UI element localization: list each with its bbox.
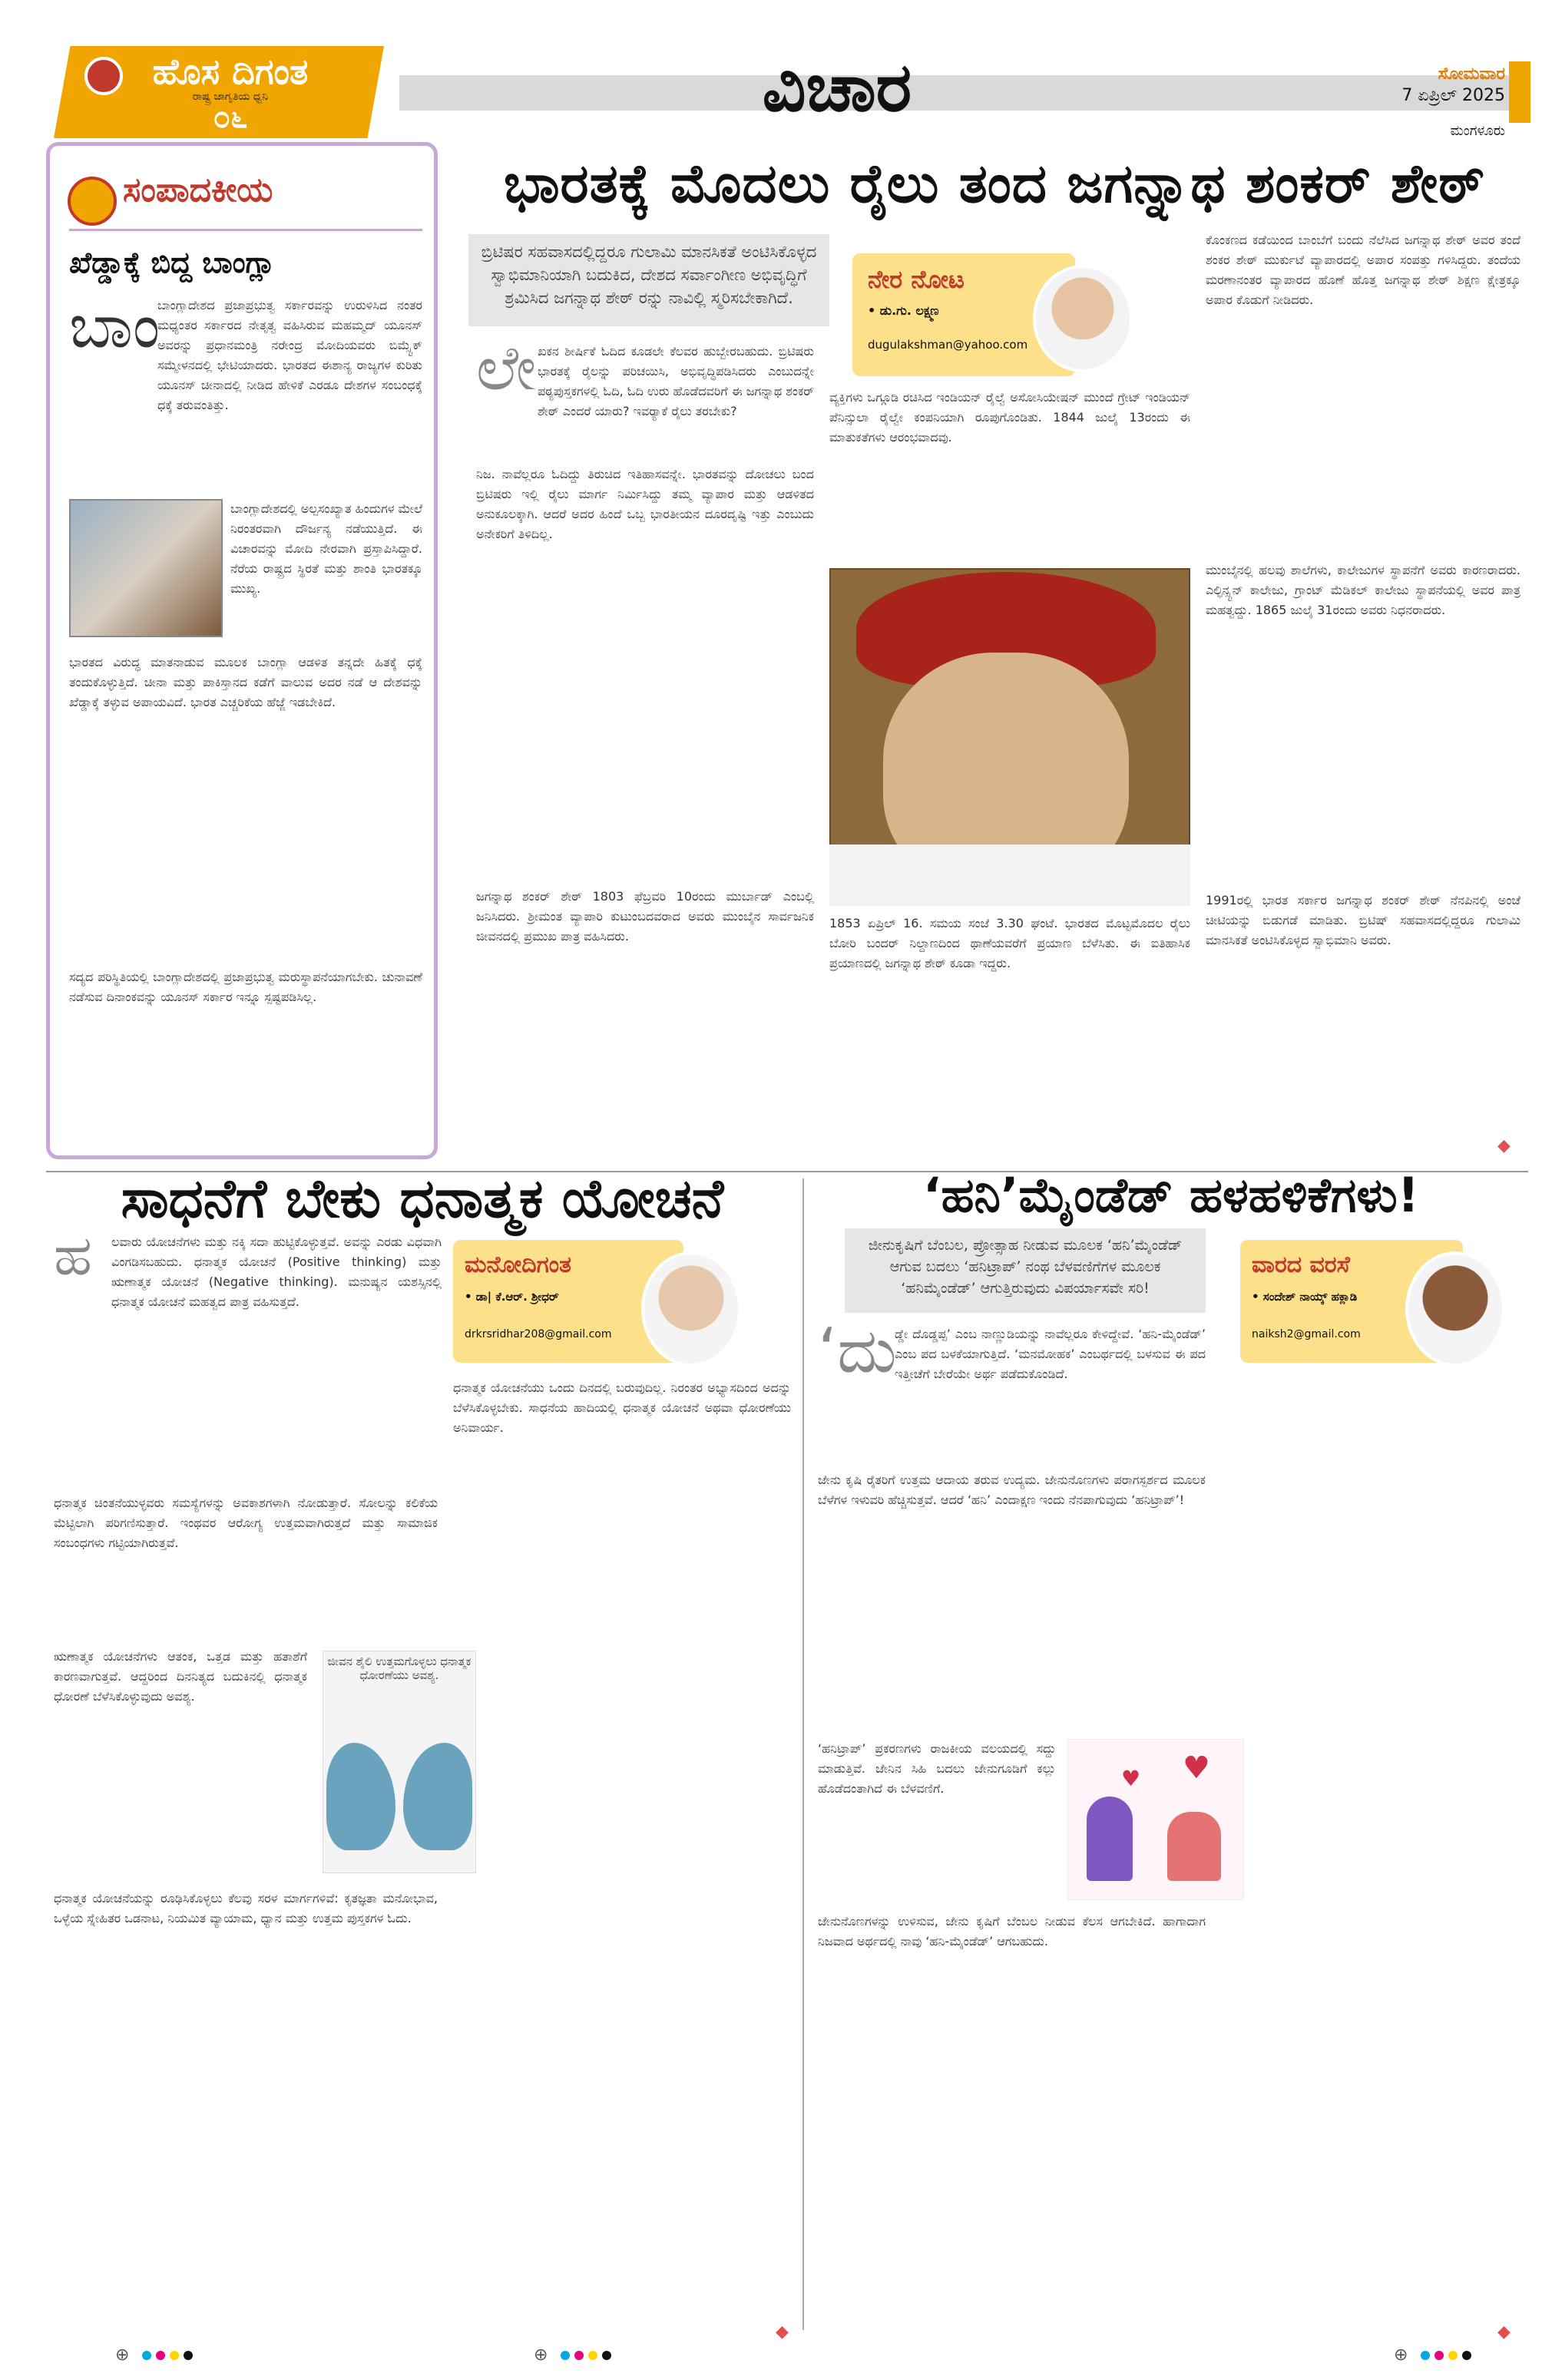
article-top-col1-para1: ಖಕನ ಶೀರ್ಷಿಕೆ ಓದಿದ ಕೂಡಲೇ ಕೆಲವರ ಹುಬ್ಬೇರಬಹುದು. ಬ್ರಿಟಿಷರು ಭಾರತಕ್ಕೆ ರೈಲನ್ನು ಪರಿಚಯಿಸಿ, ಅಭಿವೃದ್ಧಿಪಡಿಸಿದರು ಎಂಬುದನ್ನೇ ಪಠ್ಯಪುಸ್ತಕಗಳಲ್ಲಿ ಓದಿ, ಓದಿ ಉರು ಹೊಡೆದವರಿಗೆ ಈ ಜಗನ್ನಾಥ ಶಂಕರ್ ಶೇಠ್ ಎಂದರೆ ಯಾರು? ಇವರ್‍ಯಾಕೆ ರೈಲು ತರಬೇಕು?: [538, 344, 814, 418]
column-email: naiksh2@gmail.com: [1252, 1328, 1361, 1340]
portrait-garment: [829, 845, 1190, 906]
vertical-divider: [802, 1178, 804, 2330]
column-author: • ಡು.ಗು. ಲಕ್ಷ್ಮಣ: [868, 303, 939, 318]
article-top-deck: ಬ್ರಿಟಿಷರ ಸಹವಾಸದಲ್ಲಿದ್ದರೂ ಗುಲಾಮಿ ಮಾನಸಿಕತೆ ಅಂಟಿಸಿಕೊಳ್ಳದ ಸ್ವಾಭಿಮಾನಿಯಾಗಿ ಬದುಕಿದ, ದೇಶದ ಸರ್ವಾಂಗೀಣ ಅಭಿವೃದ್ಧಿಗೆ ಶ್ರಮಿಸಿದ ಜಗನ್ನಾಥ ಶೇಠ್ ರನ್ನು ನಾವಿಲ್ಲಿ ಸ್ಮರಿಸಬೇಕಾಗಿದೆ.: [468, 234, 829, 326]
article-top-col2-para2: 1853 ಏಪ್ರಿಲ್ 16. ಸಮಯ ಸಂಜೆ 3.30 ಘಂಟೆ. ಭಾರತದ ಮೊಟ್ಟಮೊದಲ ರೈಲು ಬೋರಿ ಬಂದರ್ ನಿಲ್ದಾಣದಿಂದ ಥಾಣೆಯವರೆಗೆ ಪ್ರಯಾಣ ಬೆಳೆಸಿತು. ಈ ಐತಿಹಾಸಿಕ ಪ್ರಯಾಣದಲ್ಲಿ ಜಗನ್ನಾಥ ಶೇಠ್ ಕೂಡಾ ಇದ್ದರು.: [829, 916, 1190, 970]
color-bar: [142, 2351, 204, 2362]
column-email: dugulakshman@yahoo.com: [868, 338, 1028, 352]
registration-mark-icon: ⊕: [1394, 2345, 1408, 2365]
editorial-paragraph-2: ಬಾಂಗ್ಲಾದೇಶದಲ್ಲಿ ಅಲ್ಪಸಂಖ್ಯಾತ ಹಿಂದುಗಳ ಮೇಲೆ ನಿರಂತರವಾಗಿ ದೌರ್ಜನ್ಯ ನಡೆಯುತ್ತಿದೆ. ಈ ವಿಚಾರವನ್ನು ಮೋದಿ ನೇರವಾಗಿ ಪ್ರಸ್ತಾಪಿಸಿದ್ದಾರೆ. ನೆರೆಯ ರಾಷ್ಟ್ರದ ಸ್ಥಿರತೆ ಮತ್ತು ಶಾಂತಿ ಭಾರತಕ್ಕೂ ಮುಖ್ಯ.: [230, 501, 422, 596]
cyan-dot: [1421, 2351, 1430, 2360]
editorial-paragraph-1: ಬಾಂಗ್ಲಾದೇಶದ ಪ್ರಜಾಪ್ರಭುತ್ವ ಸರ್ಕಾರವನ್ನು ಉರುಳಿಸಿದ ನಂತರ ಮಧ್ಯಂತರ ಸರ್ಕಾರದ ನೇತೃತ್ವ ವಹಿಸಿರುವ ಮಹಮ್ಮದ್ ಯೂನಸ್ ಅವರನ್ನು ಪ್ರಧಾನಮಂತ್ರಿ ನರೇಂದ್ರ ಮೋದಿಯವರು ಬಿಮ್ಸ್ಟೆಕ್ ಸಮ್ಮೇಳನದಲ್ಲಿ ಭೇಟಿಯಾದರು. ಭಾರತದ ಈಶಾನ್ಯ ರಾಜ್ಯಗಳ ಕುರಿತು ಯೂನಸ್ ಚೀನಾದಲ್ಲಿ ನೀಡಿದ ಹೇಳಿಕೆ ಎರಡೂ ದೇಶಗಳ ಸಂಬಂಧಕ್ಕೆ ಧಕ್ಕೆ ತರುವಂತಿತ್ತು.: [157, 298, 422, 412]
color-bar: [1421, 2351, 1482, 2362]
editorial-paragraph-3: ಭಾರತದ ವಿರುದ್ಧ ಮಾತನಾಡುವ ಮೂಲಕ ಬಾಂಗ್ಲಾ ಆಡಳಿತ ತನ್ನದೇ ಹಿತಕ್ಕೆ ಧಕ್ಕೆ ತಂದುಕೊಳ್ಳುತ್ತಿದೆ. ಚೀನಾ ಮತ್ತು ಪಾಕಿಸ್ತಾನದ ಕಡೆಗೆ ವಾಲುವ ಅದರ ನಡೆ ಆ ದೇಶವನ್ನು ಖೆಡ್ಡಾಕ್ಕೆ ತಳ್ಳುವ ಅಪಾಯವಿದೆ. ಭಾರತ ಎಚ್ಚರಿಕೆಯ ಹೆಜ್ಜೆ ಇಡಬೇಕಿದೆ.: [69, 655, 422, 709]
article-top-col3-para3: 1991ರಲ್ಲಿ ಭಾರತ ಸರ್ಕಾರ ಜಗನ್ನಾಥ ಶಂಕರ್ ಶೇಠ್ ನೆನಪಿನಲ್ಲಿ ಅಂಚೆ ಚೀಟಿಯನ್ನು ಬಿಡುಗಡೆ ಮಾಡಿತು. ಬ್ರಿಟಿಷ್ ಸಹವಾಸದಲ್ಲಿದ್ದರೂ ಗುಲಾಮಿ ಮಾನಸಿಕತೆ ಅಂಟಿಸಿಕೊಳ್ಳದ ಸ್ವಾಭಿಮಾನಿ ಅವರು.: [1206, 893, 1520, 947]
article-top-col2-para1: ವ್ಯಕ್ತಿಗಳು ಒಗ್ಗೂಡಿ ರಚಿಸಿದ ಇಂಡಿಯನ್ ರೈಲ್ವೆ ಅಸೋಸಿಯೇಷನ್ ಮುಂದೆ ಗ್ರೇಟ್ ಇಂಡಿಯನ್ ಪೆನಿನ್ಸುಲಾ ರೈಲ್ವೇ ಕಂಪನಿಯಾಗಿ ರೂಪುಗೊಂಡಿತು. 1844 ಜುಲೈ 13ರಂದು ಈ ಮಾತುಕತೆಗಳು ಆರಂಭವಾದವು.: [829, 390, 1190, 445]
article-right-dropcap: ‘ದು: [818, 1315, 897, 1387]
article-top-dropcap: ಲೇ: [476, 332, 537, 404]
black-dot: [184, 2351, 193, 2360]
yellow-dot: [170, 2351, 179, 2360]
issue-day: ಸೋಮವಾರ: [1438, 64, 1505, 84]
article-left-para4: ಧನಾತ್ಮಕ ಯೋಚನೆಯನ್ನು ರೂಢಿಸಿಕೊಳ್ಳಲು ಕೆಲವು ಸರಳ ಮಾರ್ಗಗಳಿವೆ: ಕೃತಜ್ಞತಾ ಮನೋಭಾವ, ಒಳ್ಳೆಯ ಸ್ನೇಹಿತರ ಒಡನಾಟ, ನಿಯಮಿತ ವ್ಯಾಯಾಮ, ಧ್ಯಾನ ಮತ್ತು ಉತ್ತಮ ಪುಸ್ತಕಗಳ ಓದು.: [54, 1891, 438, 1925]
editorial-title: ಖೆಡ್ಡಾಕ್ಕೆ ಬಿದ್ದ ಬಾಂಗ್ಲಾ: [69, 246, 276, 279]
article-top-col3-para1: ಕೊಂಕಣದ ಕಡೆಯಿಂದ ಬಾಂಬೆಗೆ ಬಂದು ನೆಲೆಸಿದ ಜಗನ್ನಾಥ ಶೇಠ್ ಅವರ ತಂದೆ ಶಂಕರ ಶೇಠ್ ಮುರ್ಕುಟೆ ವ್ಯಾಪಾರದಲ್ಲಿ ಅಪಾರ ಸಂಪತ್ತು ಗಳಿಸಿದ್ದರು. ತಂದೆಯ ಮರಣಾನಂತರ ವ್ಯಾಪಾರದ ಹೊಣೆ ಹೊತ್ತ ಜಗನ್ನಾಥ ಶೇಠ್ ಶಿಕ್ಷಣ ಕ್ಷೇತ್ರಕ್ಕೂ ಅಪಾರ ಕೊಡುಗೆ ನೀಡಿದರು.: [1206, 233, 1520, 307]
editorial-dropcap: ಬಾಂ: [69, 290, 160, 362]
editorial-paragraph-4: ಸದ್ಯದ ಪರಿಸ್ಥಿತಿಯಲ್ಲಿ ಬಾಂಗ್ಲಾದೇಶದಲ್ಲಿ ಪ್ರಜಾಪ್ರಭುತ್ವ ಮರುಸ್ಥಾಪನೆಯಾಗಬೇಕು. ಚುನಾವಣೆ ನಡೆಸುವ ದಿನಾಂಕವನ್ನು ಯೂನಸ್ ಸರ್ಕಾರ ಇನ್ನೂ ಸ್ಪಷ್ಟಪಡಿಸಿಲ್ಲ.: [69, 970, 422, 1004]
column-label: ನೇರ ನೋಟ: [868, 265, 965, 294]
author-photo: [1405, 1251, 1505, 1367]
heart-icon: ♥: [1121, 1766, 1141, 1791]
article-top-col3-para2: ಮುಂಬೈನಲ್ಲಿ ಹಲವು ಶಾಲೆಗಳು, ಕಾಲೇಜುಗಳ ಸ್ಥಾಪನೆಗೆ ಅವರು ಕಾರಣರಾದರು. ಎಲ್ಫಿನ್ಸ್ಟನ್ ಕಾಲೇಜು, ಗ್ರಾಂಟ್ ಮೆಡಿಕಲ್ ಕಾಲೇಜು ಸ್ಥಾಪನೆಯಲ್ಲಿ ಅವರ ಪಾತ್ರ ಮಹತ್ವದ್ದು. 1865 ಜುಲೈ 31ರಂದು ಅವರು ನಿಧನರಾದರು.: [1206, 563, 1520, 617]
editorial-photo: [69, 499, 223, 637]
article-top-col1-para2: ನಿಜ. ನಾವೆಲ್ಲರೂ ಓದಿದ್ದು ತಿರುಚಿದ ಇತಿಹಾಸವನ್ನೇ. ಭಾರತವನ್ನು ದೋಚಲು ಬಂದ ಬ್ರಿಟಿಷರು ಇಲ್ಲಿ ರೈಲು ಮಾರ್ಗ ನಿರ್ಮಿಸಿದ್ದು ತಮ್ಮ ವ್ಯಾಪಾರ ಮತ್ತು ಆಡಳಿತದ ಅನುಕೂಲಕ್ಕಾಗಿ. ಆದರೆ ಅದರ ಹಿಂದೆ ಒಬ್ಬ ಭಾರತೀಯನ ದೂರದೃಷ್ಟಿ ಇತ್ತು ಎಂಬುದು ಅನೇಕರಿಗೆ ತಿಳಿದಿಲ್ಲ.: [476, 467, 814, 541]
column-label: ವಾರದ ವರಸೆ: [1252, 1251, 1350, 1278]
article-top-title: ಭಾರತಕ್ಕೆ ಮೊದಲು ರೈಲು ತಂದ ಜಗನ್ನಾಥ ಶಂಕರ್ ಶೇಠ್: [504, 152, 1485, 215]
man-figure-icon: [1167, 1812, 1221, 1881]
column-author: • ಸಂದೇಶ್ ನಾಯ್ಕ್ ಹಕ್ಲಾಡಿ: [1252, 1290, 1358, 1304]
editorial-logo-icon: [68, 177, 117, 226]
article-top-col1-para3: ಜಗನ್ನಾಥ ಶಂಕರ್ ಶೇಠ್ 1803 ಫೆಬ್ರವರಿ 10ರಂದು ಮುರ್ಬಾಡ್ ಎಂಬಲ್ಲಿ ಜನಿಸಿದರು. ಶ್ರೀಮಂತ ವ್ಯಾಪಾರಿ ಕುಟುಂಬದವರಾದ ಅವರು ಮುಂಬೈನ ಸಾರ್ವಜನಿಕ ಜೀವನದಲ್ಲಿ ಪ್ರಮುಖ ಪಾತ್ರ ವಹಿಸಿದರು.: [476, 889, 814, 944]
article-left-dropcap: ಹ: [54, 1223, 92, 1288]
end-mark-icon: ◆: [1497, 1136, 1511, 1155]
article-left-para5: ಧನಾತ್ಮಕ ಯೋಚನೆಯು ಒಂದು ದಿನದಲ್ಲಿ ಬರುವುದಿಲ್ಲ. ನಿರಂತರ ಅಭ್ಯಾಸದಿಂದ ಅದನ್ನು ಬೆಳೆಸಿಕೊಳ್ಳಬೇಕು. ಸಾಧನೆಯ ಹಾದಿಯಲ್ಲಿ ಧನಾತ್ಮಕ ಯೋಚನೆ ಅಥವಾ ಧೋರಣೆಯು ಅನಿವಾರ್ಯ.: [453, 1380, 791, 1435]
cyan-dot: [142, 2351, 151, 2360]
section-title: ವಿಚಾರ: [762, 48, 912, 127]
magenta-dot: [1434, 2351, 1444, 2360]
black-dot: [602, 2351, 611, 2360]
article-right-title: ‘ಹನಿ’ಮೈಂಡೆಡ್ ಹಳಹಳಿಕೆಗಳು!: [923, 1167, 1419, 1223]
yellow-dot: [1448, 2351, 1458, 2360]
article-right-para2: ಜೇನು ಕೃಷಿ ರೈತರಿಗೆ ಉತ್ತಮ ಆದಾಯ ತರುವ ಉದ್ಯಮ. ಜೇನುನೊಣಗಳು ಪರಾಗಸ್ಪರ್ಶದ ಮೂಲಕ ಬೆಳೆಗಳ ಇಳುವರಿ ಹೆಚ್ಚಿಸುತ್ತವೆ. ಆದರೆ ‘ಹನಿ’ ಎಂದಾಕ್ಷಣ ಇಂದು ನೆನಪಾಗುವುದು ‘ಹನಿಟ್ರಾಪ್’!: [818, 1473, 1206, 1507]
author-photo: [641, 1251, 741, 1367]
black-dot: [1462, 2351, 1471, 2360]
masthead-accent: [1509, 61, 1530, 123]
page-number: ೦೬: [213, 100, 248, 135]
color-bar: [561, 2351, 622, 2362]
editorial-divider: [69, 229, 422, 231]
heart-icon: ♥: [1183, 1750, 1210, 1786]
article-right-para4: ಜೇನುನೊಣಗಳನ್ನು ಉಳಿಸುವ, ಜೇನು ಕೃಷಿಗೆ ಬೆಂಬಲ ನೀಡುವ ಕೆಲಸ ಆಗಬೇಕಿದೆ. ಹಾಗಾದಾಗ ನಿಜವಾದ ಅರ್ಥದಲ್ಲಿ ನಾವು ‘ಹನಿ-ಮೈಂಡೆಡ್’ ಆಗಬಹುದು.: [818, 1914, 1206, 1949]
end-mark-icon: ◆: [776, 2322, 789, 2342]
paper-name: ಹೊಸ ದಿಗಂತ: [152, 51, 309, 92]
author-photo: [1033, 265, 1133, 372]
article-left-para2: ಧನಾತ್ಮಕ ಚಿಂತನೆಯುಳ್ಳವರು ಸಮಸ್ಯೆಗಳನ್ನು ಅವಕಾಶಗಳಾಗಿ ನೋಡುತ್ತಾರೆ. ಸೋಲನ್ನು ಕಲಿಕೆಯ ಮೆಟ್ಟಿಲಾಗಿ ಪರಿಗಣಿಸುತ್ತಾರೆ. ಇಂಥವರ ಆರೋಗ್ಯ ಉತ್ತಮವಾಗಿರುತ್ತದೆ ಮತ್ತು ಸಾಮಾಜಿಕ ಸಂಬಂಧಗಳು ಗಟ್ಟಿಯಾಗಿರುತ್ತವೆ.: [54, 1496, 438, 1550]
column-label: ಮನೋದಿಗಂತ: [465, 1251, 571, 1278]
article-left-para3: ಋಣಾತ್ಮಕ ಯೋಚನೆಗಳು ಆತಂಕ, ಒತ್ತಡ ಮತ್ತು ಹತಾಶೆಗೆ ಕಾರಣವಾಗುತ್ತವೆ. ಆದ್ದರಿಂದ ದಿನನಿತ್ಯದ ಬದುಕಿನಲ್ಲಿ ಧನಾತ್ಮಕ ಧೋರಣೆ ಬೆಳೆಸಿಕೊಳ್ಳುವುದು ಅವಶ್ಯ.: [54, 1649, 307, 1704]
column-email: drkrsridhar208@gmail.com: [465, 1328, 612, 1340]
editorial-label: ಸಂಪಾದಕೀಯ: [123, 170, 273, 210]
registration-mark-icon: ⊕: [534, 2345, 548, 2365]
column-author: • ಡಾ| ಕೆ.ಆರ್. ಶ್ರೀಧರ್: [465, 1290, 559, 1304]
illustration-caption: ಜೀವನ ಶೈಲಿ ಉತ್ತಮಗೊಳ್ಳಲು ಧನಾತ್ಮಕ ಧೋರಣೆಯು ಅವಶ್ಯ.: [327, 1654, 472, 1682]
cyan-dot: [561, 2351, 570, 2360]
article-left-para1: ಲವಾರು ಯೋಚನೆಗಳು ಮತ್ತು ನಕ್ಕಿ ಸದಾ ಹುಟ್ಟಿಕೊಳ್ಳುತ್ತವೆ. ಅವನ್ನು ಎರಡು ವಿಧವಾಗಿ ವಿಂಗಡಿಸಬಹುದು. ಧನಾತ್ಮಕ ಯೋಚನೆ (Positive thinking) ಮತ್ತು ಋಣಾತ್ಮಕ ಯೋಚನೆ (Negative thinking). ಮನುಷ್ಯನ ಯಶಸ್ಸಿನಲ್ಲಿ ಧನಾತ್ಮಕ ಯೋಚನೆ ಮಹತ್ವದ ಪಾತ್ರ ವಹಿಸುತ್ತದೆ.: [111, 1235, 442, 1309]
issue-date: 7 ಏಪ್ರಿಲ್ 2025: [1401, 86, 1505, 105]
end-mark-icon: ◆: [1497, 2322, 1511, 2342]
registration-mark-icon: ⊕: [115, 2345, 130, 2365]
yellow-dot: [588, 2351, 597, 2360]
woman-figure-icon: [1087, 1797, 1133, 1881]
article-left-title: ಸಾಧನೆಗೆ ಬೇಕು ಧನಾತ್ಮಕ ಯೋಚನೆ: [121, 1167, 724, 1230]
paper-tagline: ರಾಷ್ಟ್ರ ಜಾಗೃತಿಯ ಧ್ವನಿ: [192, 91, 269, 103]
article-right-para1: ಡ್ಡೇ ದೊಡ್ಡಪ್ಪ’ ಎಂಬ ನಾಣ್ಣುಡಿಯನ್ನು ನಾವೆಲ್ಲರೂ ಕೇಳಿದ್ದೇವೆ. ‘ಹನಿ-ಮೈಂಡೆಡ್’ ಎಂಬ ಪದ ಬಳಕೆಯಾಗುತ್ತಿದೆ. ‘ಮನಮೋಹಕ’ ಎಂಬರ್ಥದಲ್ಲಿ ಬಳಸುವ ಈ ಪದ ಇತ್ತೀಚೆಗೆ ಬೇರೆಯೇ ಅರ್ಥ ಪಡೆದುಕೊಂಡಿದೆ.: [895, 1327, 1206, 1381]
article-right-para3: ‘ಹನಿಟ್ರಾಪ್’ ಪ್ರಕರಣಗಳು ರಾಜಕೀಯ ವಲಯದಲ್ಲಿ ಸದ್ದು ಮಾಡುತ್ತಿವೆ. ಜೇನಿನ ಸಿಹಿ ಬದಲು ಜೇನುಗೂಡಿಗೆ ಕಲ್ಲು ಹೊಡೆದಂತಾಗಿದೆ ಈ ಬೆಳವಣಿಗೆ.: [818, 1741, 1056, 1796]
article-right-deck: ಜೀನುಕೃಷಿಗೆ ಬೆಂಬಲ, ಪ್ರೋತ್ಸಾಹ ನೀಡುವ ಮೂಲಕ ‘ಹನಿ’ಮೈಂಡೆಡ್ ಆಗುವ ಬದಲು ‘ಹನಿಟ್ರಾಪ್’ ನಂಥ ಬೆಳವಣಿಗೆಗಳ ಮೂಲಕ ‘ಹನಿಮೈಂಡೆಡ್’ ಆಗುತ್ತಿರುವುದು ವಿಪರ್ಯಾಸವೇ ಸರಿ!: [845, 1228, 1206, 1313]
magenta-dot: [156, 2351, 165, 2360]
magenta-dot: [574, 2351, 584, 2360]
edition-city: ಮಂಗಳೂರು: [1450, 123, 1505, 139]
